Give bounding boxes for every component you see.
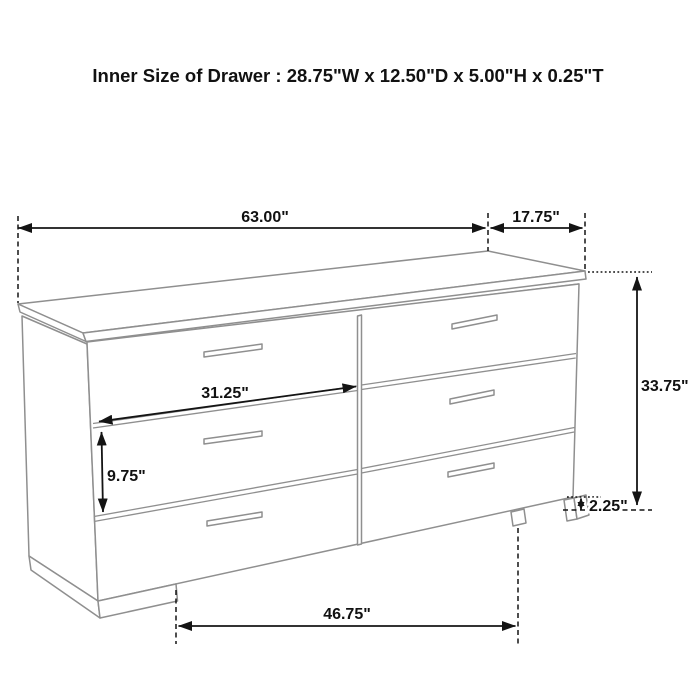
top-width-label: 63.00": [241, 209, 289, 226]
base-height-label: 2.25": [589, 498, 628, 515]
base-width-label: 46.75": [323, 606, 371, 623]
drawer-height-label: 9.75": [107, 468, 146, 485]
drawer-width-label: 31.25": [201, 385, 249, 402]
base-leg: [511, 509, 526, 526]
dresser-drawing: [18, 251, 589, 618]
overall-height-label: 33.75": [641, 378, 689, 395]
top-depth-label: 17.75": [512, 209, 560, 226]
dimension-overall-height: [563, 272, 689, 510]
diagram-title: Inner Size of Drawer : 28.75"W x 12.50"D x 5.00"H x 0.25"T: [92, 65, 604, 86]
center-divider: [358, 315, 362, 545]
